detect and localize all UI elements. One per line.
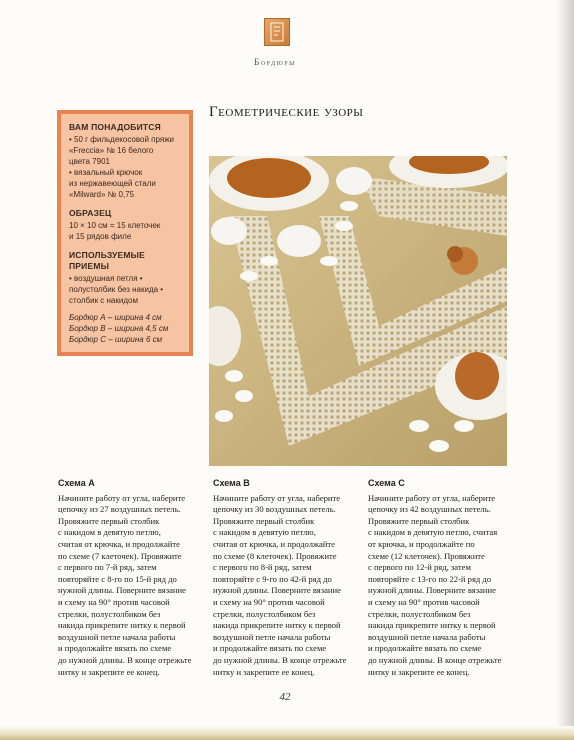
needs-title: ВАМ ПОНАДОБИТСЯ [69, 122, 161, 132]
scheme-b-line: считая от крючка, и продолжайте [213, 538, 335, 549]
scheme-c-line: Провяжите первый столбик [368, 515, 470, 526]
scheme-a-line: нитку и закрепите ее конец. [58, 666, 160, 677]
binding-shadow [556, 0, 574, 740]
scheme-b-title: Схема В [213, 478, 250, 488]
scheme-b-line: стрелки, полустолбиком без [213, 608, 316, 619]
page-bottom-edge [0, 726, 574, 740]
page-title: Геометрические узоры [209, 104, 364, 120]
scheme-c-line: и схему на 90° против часовой [368, 596, 480, 607]
scheme-c-line: стрелки, полустолбиком без [368, 608, 471, 619]
scheme-c-line: повторяйте с 13-го по 22-й ряд до [368, 573, 492, 584]
border-width-line: Бордюр В – ширина 4,5 см [69, 324, 169, 333]
scheme-a-line: с накидом в девятую петлю, [58, 527, 161, 538]
scheme-c-line: с первого по 12-й ряд, затем [368, 562, 471, 573]
scheme-b-line: накида прикрепите нитку к первой [213, 620, 341, 631]
scheme-c-line: с накидом в девятую петлю, считая [368, 527, 498, 538]
scheme-b-line: с первого по 8-й ряд, затем [213, 562, 312, 573]
scheme-c-line: цепочку из 42 воздушных петель. [368, 504, 491, 515]
sample-line: и 15 рядов филе [69, 232, 132, 241]
scheme-a-line: нужной длины. Поверните вязание [58, 585, 186, 596]
sample-title: ОБРАЗЕЦ [69, 208, 112, 218]
scheme-a-line: и продолжайте вязать по схеме [58, 643, 172, 654]
crochet-border-photo [209, 156, 507, 466]
scheme-c-column [368, 478, 510, 678]
scheme-c-line: до нужной длины. В конце отрежьте [368, 654, 502, 665]
scheme-a-title: Схема А [58, 478, 95, 488]
scheme-b-line: до нужной длины. В конце отрежьте [213, 654, 347, 665]
scheme-a-column [58, 478, 200, 678]
scheme-a-line: и схему на 90° против часовой [58, 596, 170, 607]
scheme-a-line: по схеме (7 клеточек). Провяжите [58, 550, 182, 561]
needs-line: из нержавеющей стали [69, 179, 156, 188]
scheme-b-line: воздушной петле начала работы [213, 631, 331, 642]
scheme-a-line: повторяйте с 8-го по 15-й ряд до [58, 573, 177, 584]
scheme-c-line: схеме (12 клеточек). Провяжите [368, 550, 485, 561]
scheme-c-line: нужной длины. Поверните вязание [368, 585, 496, 596]
scheme-a-line: до нужной длины. В конце отрежьте [58, 654, 192, 665]
techniques-line: полустолбик без накида • [69, 285, 164, 294]
scheme-c-line: и продолжайте вязать по схеме [368, 643, 482, 654]
needs-line: • 50 г фильдекосовой пряжи [69, 135, 175, 144]
scheme-b-line: по схеме (8 клеточек). Провяжите [213, 550, 337, 561]
needs-line: цвета 7901 [69, 157, 110, 166]
scheme-a-line: воздушной петле начала работы [58, 631, 176, 642]
page-number: 42 [279, 691, 291, 703]
sample-line: 10 × 10 см = 15 клеточек [69, 221, 161, 230]
materials-box [57, 110, 193, 356]
scheme-b-line: и продолжайте вязать по схеме [213, 643, 327, 654]
scheme-b-column [213, 478, 355, 678]
scheme-a-line: Начините работу от угла, наберите [58, 492, 186, 503]
scheme-c-line: от крючка, и продолжайте по [368, 538, 475, 549]
scheme-a-line: с первого по 7-й ряд, затем [58, 562, 157, 573]
scheme-b-line: Провяжите первый столбик [213, 515, 315, 526]
scheme-c-title: Схема С [368, 478, 405, 488]
scheme-c-line: нитку и закрепите ее конец. [368, 666, 470, 677]
scheme-c-line: накида прикрепите нитку к первой [368, 620, 496, 631]
scheme-c-line: воздушной петле начала работы [368, 631, 486, 642]
scheme-a-line: накида прикрепите нитку к первой [58, 620, 186, 631]
needs-line: «Milward» № 0,75 [69, 190, 135, 199]
scheme-a-line: Провяжите первый столбик [58, 515, 160, 526]
section-label: Бордюры [254, 57, 296, 67]
techniques-line: • воздушная петля • [69, 274, 143, 283]
scheme-b-line: Начините работу от угла, наберите [213, 492, 341, 503]
scheme-c-line: Начините работу от угла, наберите [368, 492, 496, 503]
scheme-b-line: нитку и закрепите ее конец. [213, 666, 315, 677]
techniques-line: столбик с накидом [69, 296, 138, 305]
border-width-line: Бордюр А – ширина 4 см [69, 313, 162, 322]
scheme-b-line: с накидом в девятую петлю, [213, 527, 316, 538]
scheme-b-line: нужной длины. Поверните вязание [213, 585, 341, 596]
needs-line: «Freccia» № 16 белого [69, 146, 154, 155]
scheme-a-line: цепочку из 27 воздушных петель. [58, 504, 181, 515]
techniques-title: ИСПОЛЬЗУЕМЫЕ ПРИЕМЫ [69, 250, 146, 271]
scheme-a-line: стрелки, полустолбиком без [58, 608, 161, 619]
border-width-line: Бордюр С – ширина 6 см [69, 335, 163, 344]
scheme-a-line: считая от крючка, и продолжайте [58, 538, 180, 549]
needs-line: • вязальный крючок [69, 168, 143, 177]
scheme-b-line: цепочку из 30 воздушных петель. [213, 504, 336, 515]
scheme-b-line: повторяйте с 9-го по 42-й ряд до [213, 573, 332, 584]
book-logo-icon [264, 18, 290, 46]
scheme-b-line: и схему на 90° против часовой [213, 596, 325, 607]
